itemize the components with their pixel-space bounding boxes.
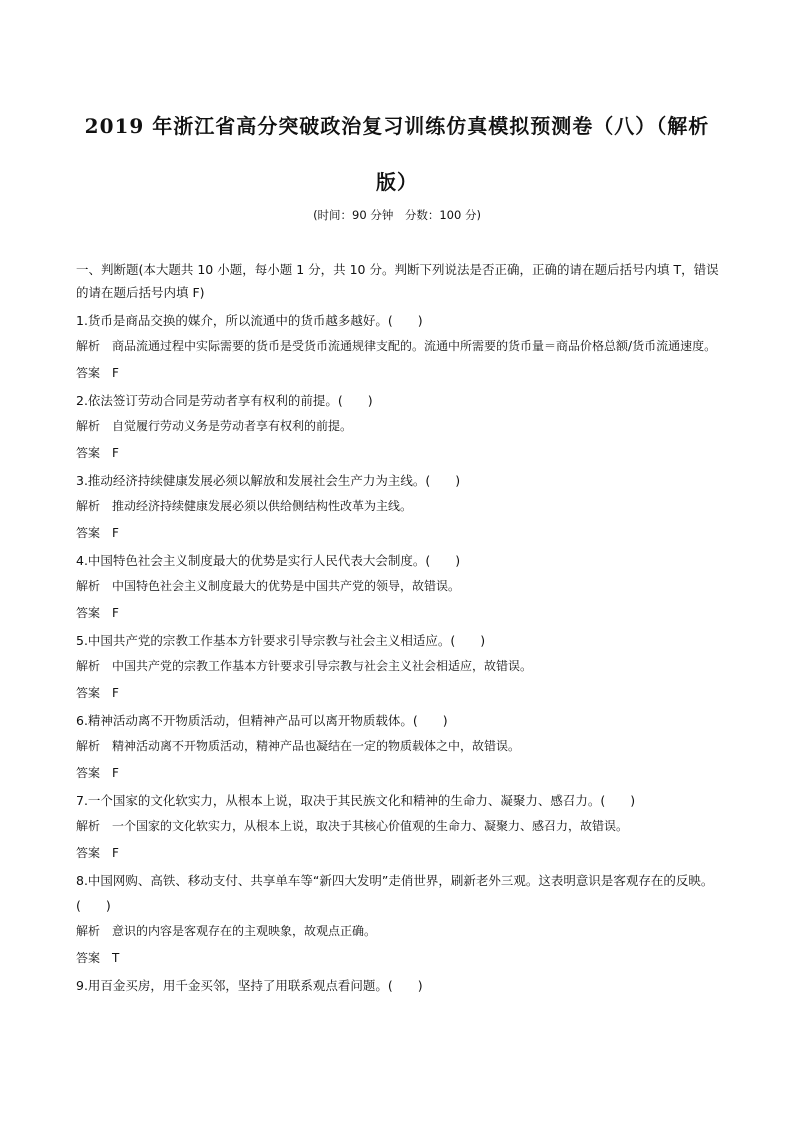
analysis-text: 中国共产党的宗教工作基本方针要求引导宗教与社会主义社会相适应，故错误。: [112, 659, 533, 673]
question-analysis: [76, 735, 724, 758]
analysis-text: 自觉履行劳动义务是劳动者享有权利的前提。: [112, 419, 353, 433]
analysis-text: 一个国家的文化软实力，从根本上说，取决于其核心价值观的生命力、凝聚力、感召力，故错误。: [112, 819, 629, 833]
answer-label: 答案: [76, 766, 101, 780]
answer-label: 答案: [76, 526, 101, 540]
question-stem: 7.一个国家的文化软实力，从根本上说，取决于其民族文化和精神的生命力、凝聚力、感召力。( ): [76, 793, 636, 808]
analysis-label: 解析: [76, 739, 101, 753]
question-analysis: [76, 815, 724, 838]
question-item: [76, 628, 724, 705]
question-answer: [76, 682, 724, 705]
question-item: [76, 468, 724, 545]
question-answer: [76, 842, 724, 865]
answer-value: F: [112, 526, 119, 540]
answer-value: F: [112, 846, 119, 860]
question-stem: 6.精神活动离不开物质活动，但精神产品可以离开物质载体。( ): [76, 713, 448, 728]
question-answer: [76, 522, 724, 545]
analysis-text: 意识的内容是客观存在的主观映象，故观点正确。: [112, 924, 377, 938]
question-item: [76, 708, 724, 785]
question-stem: 9.用百金买房，用千金买邻，坚持了用联系观点看问题。( ): [76, 978, 423, 993]
section-instructions: 一、判断题(本大题共 10 小题，每小题 1 分，共 10 分。判断下列说法是否正确，正确的请在题后括号内填 T，错误的请在题后括号内填 F): [76, 262, 719, 300]
answer-label: 答案: [76, 606, 101, 620]
question-answer: [76, 362, 724, 385]
question-answer: [76, 762, 724, 785]
question-stem: 8.中国网购、高铁、移动支付、共享单车等“新四大发明”走俏世界，刷新老外三观。这表明意识是客观存在的反映。( ): [76, 873, 714, 913]
question-item: [76, 973, 724, 998]
analysis-text: 商品流通过程中实际需要的货币是受货币流通规律支配的。流通中所需要的货币量＝商品价格总额/货币流通速度。: [112, 339, 717, 353]
analysis-label: 解析: [76, 819, 101, 833]
answer-label: 答案: [76, 686, 101, 700]
question-analysis: [76, 495, 724, 518]
analysis-text: 中国特色社会主义制度最大的优势是中国共产党的领导，故错误。: [112, 579, 461, 593]
question-answer: [76, 602, 724, 625]
question-analysis: [76, 575, 724, 598]
question-stem: 4.中国特色社会主义制度最大的优势是实行人民代表大会制度。( ): [76, 553, 461, 568]
question-stem: 5.中国共产党的宗教工作基本方针要求引导宗教与社会主义相适应。( ): [76, 633, 486, 648]
answer-label: 答案: [76, 446, 101, 460]
answer-value: F: [112, 766, 119, 780]
question-analysis: [76, 655, 724, 678]
question-item: [76, 388, 724, 465]
analysis-label: 解析: [76, 339, 101, 353]
analysis-label: 解析: [76, 924, 101, 938]
answer-value: F: [112, 446, 119, 460]
analysis-label: 解析: [76, 419, 101, 433]
question-item: [76, 308, 724, 385]
analysis-label: 解析: [76, 499, 101, 513]
question-section: [76, 258, 724, 998]
question-analysis: [76, 415, 724, 438]
question-analysis: [76, 920, 724, 943]
answer-value: F: [112, 686, 119, 700]
answer-label: 答案: [76, 846, 101, 860]
question-stem: 3.推动经济持续健康发展必须以解放和发展社会生产力为主线。( ): [76, 473, 461, 488]
question-stem: 1.货币是商品交换的媒介，所以流通中的货币越多越好。( ): [76, 313, 423, 328]
answer-label: 答案: [76, 951, 101, 965]
analysis-label: 解析: [76, 579, 101, 593]
question-answer: [76, 442, 724, 465]
question-answer: [76, 947, 724, 970]
exam-time-score: (时间：90 分钟 分数：100 分): [313, 208, 481, 222]
question-stem: 2.依法签订劳动合同是劳动者享有权利的前提。( ): [76, 393, 373, 408]
question-item: [76, 788, 724, 865]
answer-value: F: [112, 606, 119, 620]
answer-label: 答案: [76, 366, 101, 380]
document-title: 2019 年浙江省高分突破政治复习训练仿真模拟预测卷（八）（解析版）: [84, 114, 710, 194]
analysis-label: 解析: [76, 659, 101, 673]
analysis-text: 推动经济持续健康发展必须以供给侧结构性改革为主线。: [112, 499, 413, 513]
answer-value: T: [112, 951, 120, 965]
answer-value: F: [112, 366, 119, 380]
question-analysis: [76, 335, 724, 358]
question-item: [76, 548, 724, 625]
question-item: [76, 868, 724, 970]
analysis-text: 精神活动离不开物质活动，精神产品也凝结在一定的物质载体之中，故错误。: [112, 739, 521, 753]
